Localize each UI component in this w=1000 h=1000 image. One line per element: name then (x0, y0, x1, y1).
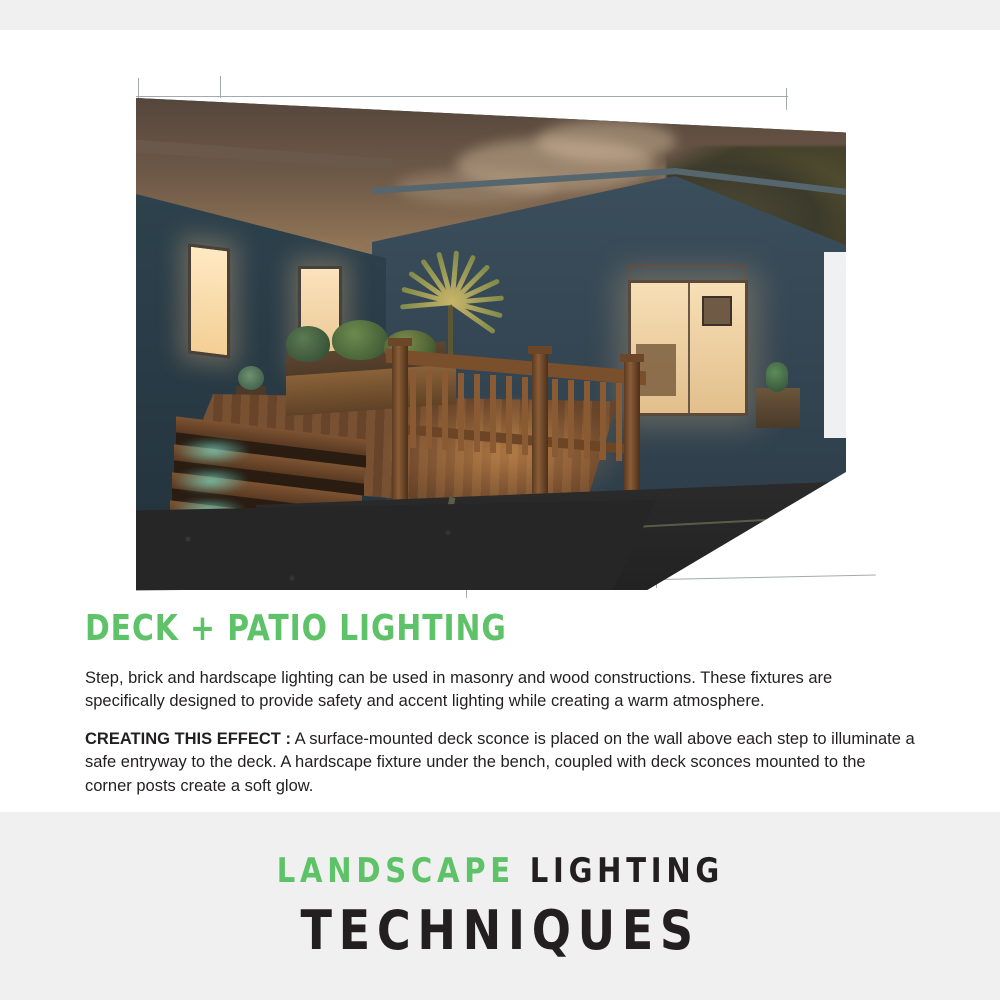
effect-text: A surface-mounted deck sconce is placed on the wall above each step to illuminate a safe entryway to the deck. A hardscape fixture under the bench, coupled with deck sconces mounted to the corner posts create a soft glow. (85, 729, 915, 795)
corner-post (624, 360, 640, 500)
shrub (332, 320, 388, 360)
corner-post (392, 344, 408, 504)
baluster (410, 370, 416, 448)
baluster (506, 376, 512, 454)
baluster (442, 372, 448, 450)
baluster (600, 382, 606, 460)
baluster (522, 377, 528, 455)
illustration-figure (136, 68, 884, 598)
corner-post (532, 352, 548, 512)
baluster (490, 375, 496, 453)
white-panel (824, 252, 846, 438)
baluster (474, 374, 480, 452)
effect-label: CREATING THIS EFFECT : (85, 729, 291, 748)
footer-word-landscape: LANDSCAPE (276, 850, 515, 891)
potted-cactus-right (756, 388, 800, 428)
baluster (584, 381, 590, 459)
gravel-area (136, 500, 656, 590)
guide-tick-top-left (138, 78, 139, 100)
baluster (426, 371, 432, 449)
baluster (458, 373, 464, 451)
footer-word-techniques: TECHNIQUES (300, 898, 700, 962)
baluster (568, 380, 574, 458)
post-cap (528, 346, 552, 354)
article-text (85, 608, 915, 812)
post-cap (620, 354, 644, 362)
wall-picture (702, 296, 732, 326)
cloud (536, 120, 676, 162)
railing-top-rail (386, 349, 646, 386)
shrub (286, 326, 330, 362)
effect-paragraph (85, 728, 915, 798)
window-left (188, 243, 230, 358)
baluster (616, 383, 622, 461)
scene-render (136, 98, 846, 590)
footer-brand (0, 812, 1000, 1000)
post-cap (388, 338, 412, 346)
footer-word-lighting: LIGHTING (529, 850, 724, 891)
content-card (0, 30, 1000, 812)
guide-tick-top-mid (220, 76, 221, 98)
footer-line-one (276, 851, 723, 891)
step-sconce-light (176, 468, 246, 494)
body-paragraph: Step, brick and hardscape lighting can be used in masonry and wood constructions. These fixtures are specifically designed to provide safety and accent lighting while creating a warm atmosphere. (85, 669, 833, 711)
guide-line-top (136, 96, 788, 97)
baluster (552, 379, 558, 457)
step-sconce-light (178, 438, 248, 464)
guide-tick-top-right (786, 88, 787, 110)
page-title: DECK + PATIO LIGHTING (85, 608, 507, 649)
